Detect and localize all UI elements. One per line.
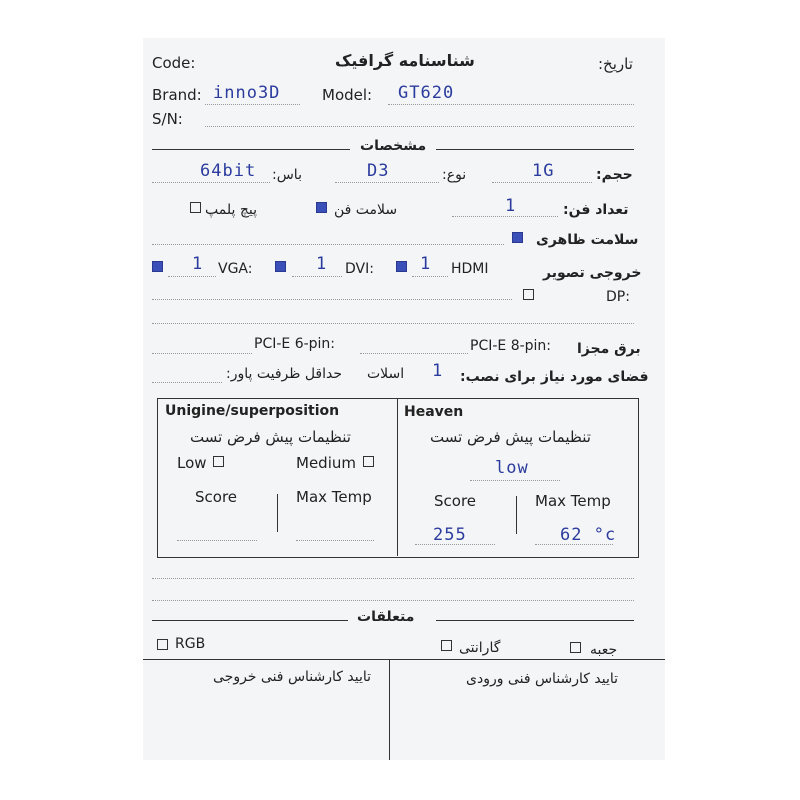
fan-health-checkbox[interactable] — [316, 202, 327, 213]
capacity-line — [492, 182, 592, 183]
approval-top-line — [143, 659, 665, 660]
power-label: برق مجزا — [577, 341, 641, 357]
brand-line — [205, 104, 300, 105]
fan-health-label: سلامت فن — [334, 202, 398, 218]
blank-line-1 — [152, 323, 634, 324]
code-label: Code: — [152, 54, 196, 72]
unigine-maxtemp-label: Max Temp — [296, 488, 372, 506]
pcie8-label: PCI-E 8-pin: — [470, 338, 552, 354]
bus-value[interactable]: 64bit — [200, 161, 257, 181]
unigine-score-line[interactable] — [177, 540, 257, 541]
benchmark-divider — [397, 399, 398, 556]
appearance-label: سلامت ظاهری — [536, 232, 639, 248]
model-line — [388, 104, 634, 105]
heaven-preset-value[interactable]: low — [495, 458, 529, 478]
output-approval-label: تایید کارشناس فنی خروجی — [213, 669, 372, 685]
outputs-label: خروجی تصویر — [543, 265, 642, 281]
specs-title: مشخصات — [360, 138, 427, 154]
unigine-score-label: Score — [195, 488, 238, 506]
fan-count-label: تعداد فن: — [563, 202, 629, 218]
vga-line — [168, 276, 216, 277]
unigine-medium-label: Medium — [296, 454, 356, 472]
type-line — [335, 182, 439, 183]
rgb-label: RGB — [175, 636, 206, 652]
unigine-title: Unigine/superposition — [165, 403, 340, 419]
blank-line-3 — [152, 600, 634, 601]
screw-seal-checkbox[interactable] — [190, 202, 201, 213]
vga-value[interactable]: 1 — [192, 254, 204, 274]
heaven-maxtemp-value[interactable]: 62 °c — [560, 525, 617, 545]
dvi-checkbox[interactable] — [275, 261, 286, 272]
capacity-value[interactable]: 1G — [532, 161, 555, 181]
unigine-preset-label: تنظیمات پیش فرض تست — [190, 428, 351, 446]
vga-label: VGA: — [218, 261, 253, 277]
heaven-maxtemp-line — [535, 544, 613, 545]
unigine-medium-checkbox[interactable] — [363, 456, 374, 467]
fan-count-line — [452, 216, 558, 217]
unigine-maxtemp-line[interactable] — [296, 540, 374, 541]
bus-label: باس: — [272, 167, 302, 183]
heaven-score-value[interactable]: 255 — [433, 525, 467, 545]
warranty-checkbox[interactable] — [441, 640, 452, 651]
dp-label: DP: — [606, 289, 630, 305]
dvi-line — [292, 276, 342, 277]
pcie6-line — [152, 353, 252, 354]
warranty-label: گارانتی — [459, 640, 501, 656]
fan-count-value[interactable]: 1 — [505, 196, 517, 216]
unigine-low-checkbox[interactable] — [213, 456, 224, 467]
min-power-label: حداقل ظرفیت پاور: — [226, 366, 343, 382]
box-checkbox[interactable] — [570, 642, 581, 653]
screw-seal-label: پیچ پلمپ — [205, 202, 257, 218]
hdmi-value[interactable]: 1 — [420, 254, 432, 274]
divider-right — [436, 149, 634, 150]
dvi-value[interactable]: 1 — [316, 254, 328, 274]
model-label: Model: — [322, 86, 373, 104]
approval-divider — [389, 660, 390, 760]
date-label: تاریخ: — [598, 55, 633, 73]
sn-line[interactable] — [205, 126, 634, 127]
heaven-score-line — [415, 544, 495, 545]
dvi-label: DVI: — [345, 261, 374, 277]
form-title: شناسنامه گرافیک — [335, 51, 475, 70]
unigine-separator — [277, 494, 278, 532]
bus-line — [152, 182, 270, 183]
type-value[interactable]: D3 — [367, 161, 390, 181]
brand-label: Brand: — [152, 86, 202, 104]
capacity-label: حجم: — [596, 167, 633, 183]
hdmi-checkbox[interactable] — [396, 261, 407, 272]
brand-value[interactable]: inno3D — [213, 83, 281, 103]
accessories-title: متعلقات — [357, 609, 415, 625]
space-label: فضای مورد نیاز برای نصب: — [460, 369, 649, 385]
accessories-divider-right — [436, 620, 634, 621]
accessories-divider-left — [152, 620, 348, 621]
hdmi-label: HDMI — [451, 261, 489, 277]
min-power-line — [152, 382, 222, 383]
input-approval-label: تایید کارشناس فنی ورودی — [466, 671, 619, 687]
slot-unit: اسلات — [367, 366, 405, 382]
appearance-line — [152, 244, 504, 245]
slot-value[interactable]: 1 — [432, 361, 444, 381]
blank-line-2 — [152, 578, 634, 579]
unigine-low-label: Low — [177, 454, 207, 472]
dp-checkbox[interactable] — [523, 289, 534, 300]
pcie8-line — [360, 353, 468, 354]
heaven-maxtemp-label: Max Temp — [535, 492, 611, 510]
pcie6-label: PCI-E 6-pin: — [254, 336, 336, 352]
sn-label: S/N: — [152, 110, 183, 128]
appearance-checkbox[interactable] — [512, 232, 523, 243]
heaven-title: Heaven — [404, 404, 464, 420]
hdmi-line — [412, 276, 448, 277]
heaven-preset-label: تنظیمات پیش فرض تست — [430, 428, 591, 446]
dp-line — [152, 299, 512, 300]
vga-checkbox[interactable] — [152, 261, 163, 272]
heaven-separator — [516, 496, 517, 534]
model-value[interactable]: GT620 — [398, 83, 455, 103]
heaven-score-label: Score — [434, 492, 477, 510]
type-label: نوع: — [442, 167, 467, 183]
heaven-preset-line — [470, 480, 560, 481]
box-label: جعبه — [590, 642, 618, 658]
divider-left — [152, 149, 350, 150]
rgb-checkbox[interactable] — [157, 639, 168, 650]
